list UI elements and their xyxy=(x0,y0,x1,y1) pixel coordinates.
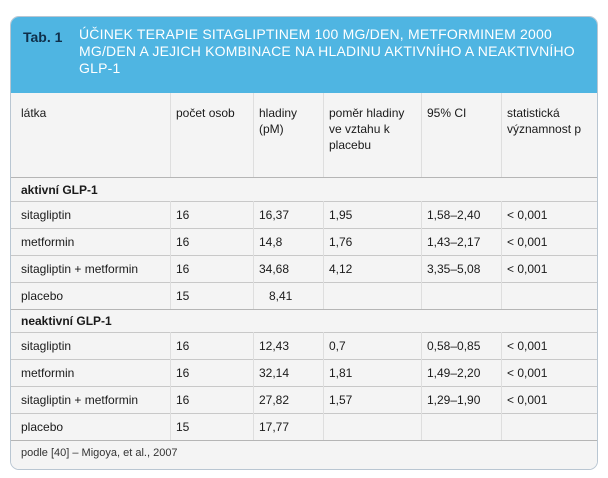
cell-latka: sitagliptin + metformin xyxy=(21,393,139,407)
cell-latka: metformin xyxy=(21,235,75,249)
cell-latka: placebo xyxy=(21,289,64,303)
col-header-pocet-osob: počet osob xyxy=(176,106,235,120)
table-row xyxy=(11,283,597,309)
cell-latka: sitagliptin xyxy=(21,208,72,222)
cell-p: < 0,001 xyxy=(507,339,548,353)
divider xyxy=(253,332,254,440)
table-row xyxy=(11,387,597,413)
table-body xyxy=(11,93,597,469)
divider xyxy=(253,93,254,177)
table-number: Tab. 1 xyxy=(23,29,63,45)
cell-hladiny: 12,43 xyxy=(259,339,290,353)
cell-pocet: 15 xyxy=(176,420,190,434)
section-title-aktivni: aktivní GLP-1 xyxy=(21,183,98,197)
cell-pocet: 16 xyxy=(176,366,190,380)
cell-p: < 0,001 xyxy=(507,366,548,380)
cell-ci: 0,58–0,85 xyxy=(427,339,481,353)
divider xyxy=(170,332,171,440)
cell-ci: 1,29–1,90 xyxy=(427,393,481,407)
cell-p: < 0,001 xyxy=(507,235,548,249)
divider xyxy=(11,440,597,441)
divider xyxy=(170,93,171,177)
col-header-pomer: poměr hladiny ve vztahu k placebu xyxy=(329,106,405,152)
cell-ci: 3,35–5,08 xyxy=(427,262,481,276)
divider xyxy=(323,201,324,309)
divider xyxy=(421,201,422,309)
cell-pocet: 16 xyxy=(176,208,190,222)
cell-pomer: 1,76 xyxy=(329,235,353,249)
cell-latka: sitagliptin + metformin xyxy=(21,262,139,276)
section-title-neaktivni: neaktivní GLP-1 xyxy=(21,314,112,328)
cell-pocet: 16 xyxy=(176,339,190,353)
table-row xyxy=(11,202,597,228)
col-header-ci: 95% CI xyxy=(427,106,467,120)
divider xyxy=(323,332,324,440)
cell-ci: 1,43–2,17 xyxy=(427,235,481,249)
cell-latka: metformin xyxy=(21,366,75,380)
cell-hladiny: 27,82 xyxy=(259,393,290,407)
cell-ci: 1,49–2,20 xyxy=(427,366,481,380)
table-row xyxy=(11,333,597,359)
divider xyxy=(11,177,597,178)
cell-p: < 0,001 xyxy=(507,262,548,276)
source-footnote: podle [40] – Migoya, et al., 2007 xyxy=(21,447,178,459)
col-header-p: statistická významnost p xyxy=(507,106,582,136)
divider xyxy=(421,332,422,440)
col-header-latka: látka xyxy=(21,106,47,120)
cell-hladiny: 14,8 xyxy=(259,235,283,249)
cell-hladiny: 8,41 xyxy=(269,289,293,303)
table-card xyxy=(10,16,598,470)
cell-pocet: 16 xyxy=(176,393,190,407)
divider xyxy=(421,93,422,177)
divider xyxy=(501,332,502,440)
cell-hladiny: 17,77 xyxy=(259,420,290,434)
cell-hladiny: 34,68 xyxy=(259,262,290,276)
cell-pocet: 16 xyxy=(176,235,190,249)
table-row xyxy=(11,360,597,386)
cell-pomer: 0,7 xyxy=(329,339,346,353)
table-row xyxy=(11,414,597,440)
cell-pomer: 1,95 xyxy=(329,208,353,222)
table-row xyxy=(11,256,597,282)
table-header xyxy=(11,17,597,93)
divider xyxy=(253,201,254,309)
table-title: ÚČINEK TERAPIE SITAGLIPTINEM 100 MG/DEN, METFORMINEM 2000 MG/DEN A JEJICH KOMBINACE NA HLADINU AKTIVNÍHO A NEAKTIVNÍHO GLP-1 xyxy=(79,26,575,76)
cell-pomer: 4,12 xyxy=(329,262,353,276)
divider xyxy=(170,201,171,309)
cell-ci: 1,58–2,40 xyxy=(427,208,481,222)
cell-p: < 0,001 xyxy=(507,393,548,407)
divider xyxy=(501,93,502,177)
col-header-hladiny: hladiny (pM) xyxy=(259,106,298,136)
cell-pomer: 1,57 xyxy=(329,393,353,407)
cell-hladiny: 16,37 xyxy=(259,208,290,222)
cell-pomer: 1,81 xyxy=(329,366,353,380)
table-row xyxy=(11,229,597,255)
cell-p: < 0,001 xyxy=(507,208,548,222)
divider xyxy=(501,201,502,309)
divider xyxy=(323,93,324,177)
cell-pocet: 16 xyxy=(176,262,190,276)
cell-latka: sitagliptin xyxy=(21,339,72,353)
cell-latka: placebo xyxy=(21,420,64,434)
cell-hladiny: 32,14 xyxy=(259,366,290,380)
cell-pocet: 15 xyxy=(176,289,190,303)
